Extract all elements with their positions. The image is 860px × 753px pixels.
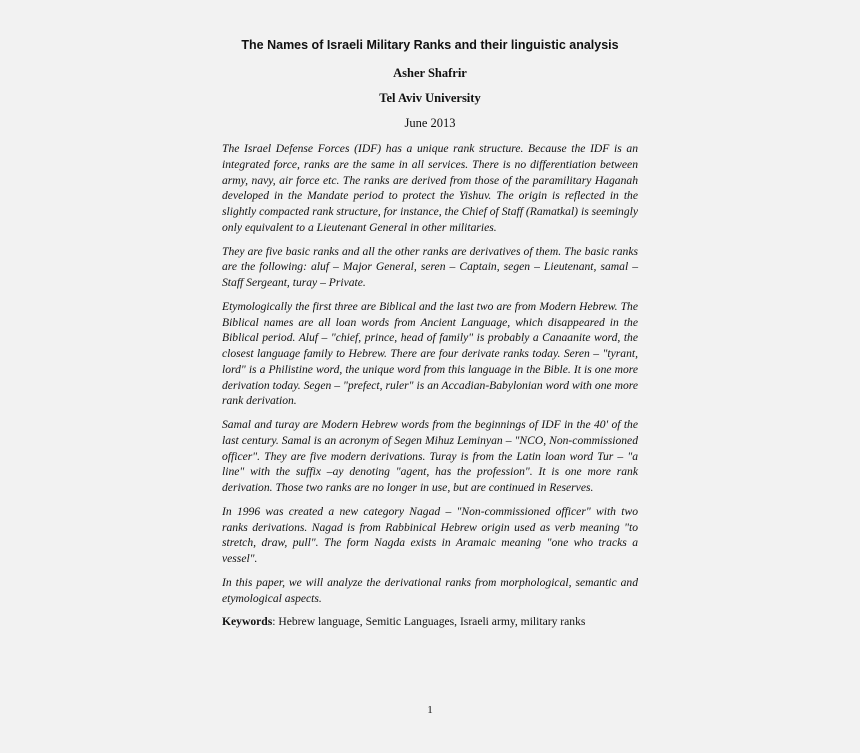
publication-date: June 2013 (404, 116, 456, 130)
abstract-paragraph-4: Samal and turay are Modern Hebrew words from the beginnings of IDF in the 40' of the last century. Samal is an acronym of Segen Mihuz Leminyan – "NCO, Non-commissioned officer". They are five modern derivations. Turay is from the Latin loan word Tur – "a line" with the suffix –ay denoting "agent, has the profession". It is one more rank derivation. Those two ranks are no longer in use, but are continued in Reserves. (222, 418, 638, 494)
keywords-label: Keywords (222, 615, 273, 629)
page-number: 1 (427, 704, 433, 716)
paper-title: The Names of Israeli Military Ranks and their linguistic analysis (241, 38, 619, 52)
abstract-paragraph-6: In this paper, we will analyze the derivational ranks from morphological, semantic and etymological aspects. (222, 575, 638, 605)
abstract-paragraph-1: The Israel Defense Forces (IDF) has a unique rank structure. Because the IDF is an integrated force, ranks are the same in all services. There is no differentiation between army, navy, air force etc. The ranks are derived from those of the paramilitary Haganah developed in the Mandate period to protect the Yishuv. The origin is reflected in the slightly compacted rank structure, for instance, the Chief of Staff (Ramatkal) is seemingly only equivalent to a Lieutenant General in other militaries. (222, 142, 638, 234)
abstract (222, 141, 638, 638)
keywords (222, 614, 638, 630)
abstract-paragraph-5: In 1996 was created a new category Nagad – "Non-commissioned officer" with two ranks derivations. Nagad is from Rabbinical Hebrew origin used as verb meaning "to stretch, draw, pull". The form Nagda exists in Aramaic meaning "one who tracks a vessel". (222, 504, 638, 565)
author-name: Asher Shafrir (393, 66, 467, 80)
abstract-paragraph-2: They are five basic ranks and all the other ranks are derivatives of them. The basic ranks are the following: aluf – Major General, seren – Captain, segen – Lieutenant, samal – Staff Sergeant, turay – Private. (222, 244, 638, 289)
affiliation: Tel Aviv University (379, 91, 481, 105)
abstract-paragraph-3: Etymologically the first three are Biblical and the last two are from Modern Hebrew. The Biblical names are all loan words from Ancient Language, which disappeared in the Biblical period. Aluf – "chief, prince, head of family" is probably a Canaanite word, the closest language family to Hebrew. There are four derivate ranks today. Seren – "tyrant, lord" is a Philistine word, the unique word from this language in the Bible. It is one more derivation today. Segen – "prefect, ruler" is an Accadian-Babylonian word with one more rank derivation. (222, 299, 638, 408)
keywords-list: : Hebrew language, Semitic Languages, Israeli army, military ranks (272, 615, 586, 629)
